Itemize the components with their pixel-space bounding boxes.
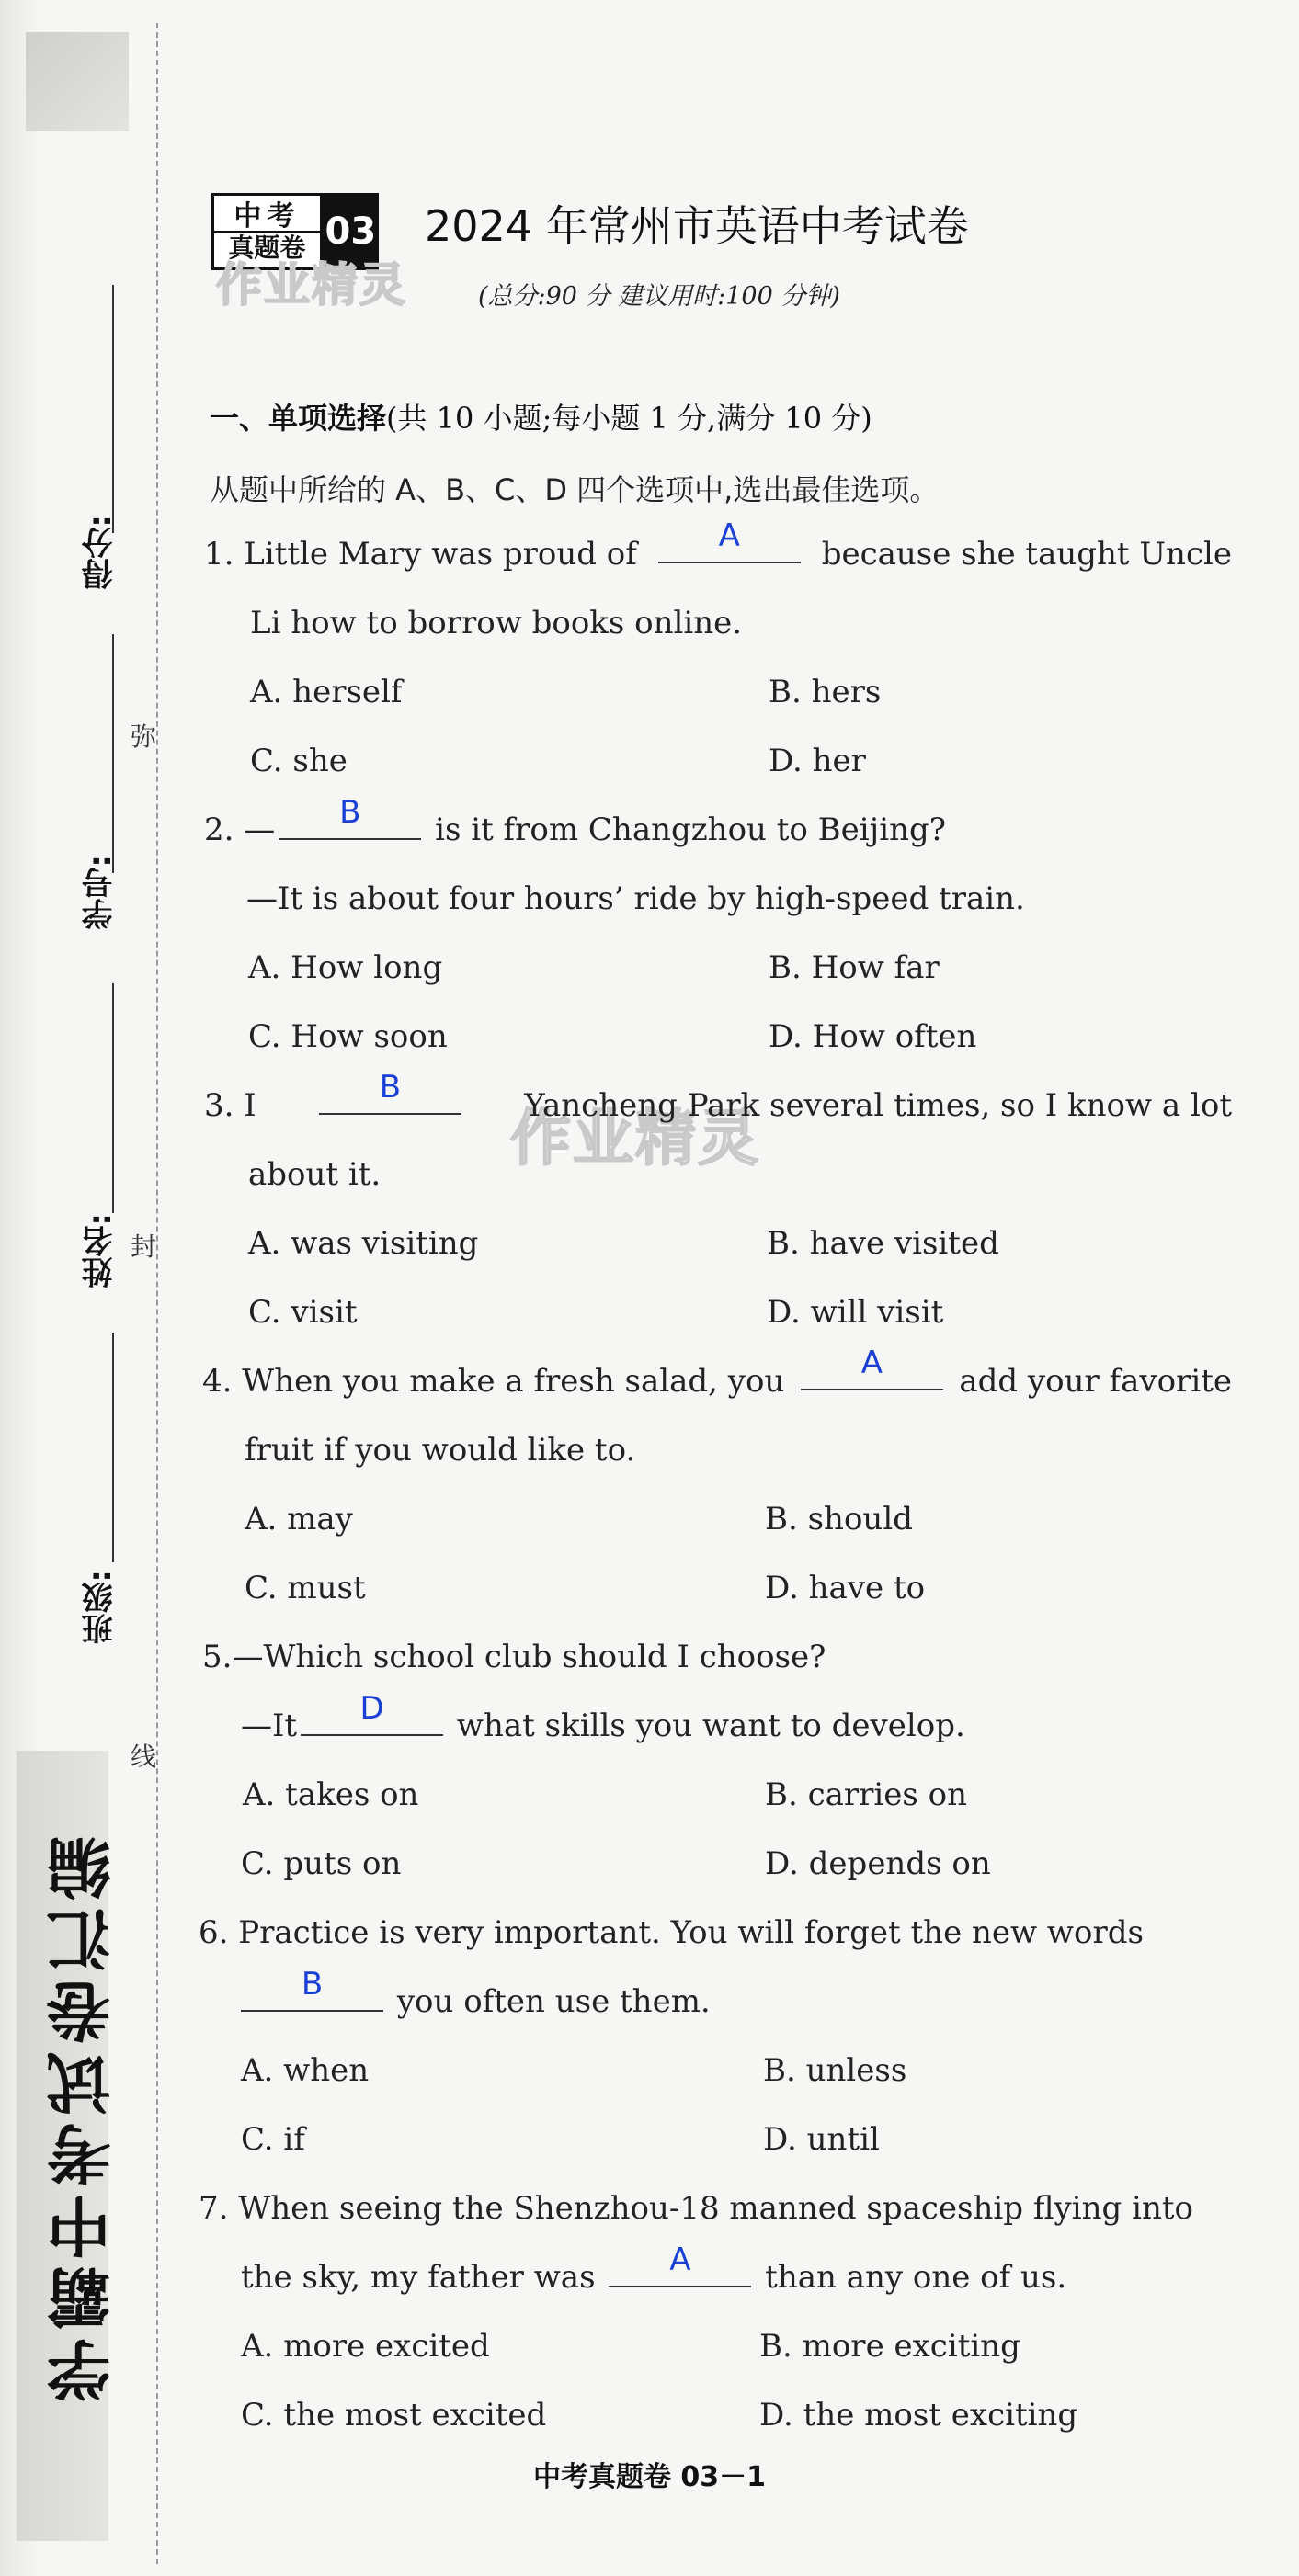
- question-5: 5.—Which school club should I choose?: [202, 1639, 826, 1675]
- q1-stem-end: because she taught Uncle: [821, 536, 1232, 573]
- q5-option-b: B. carries on: [765, 1776, 968, 1813]
- q5-option-c: C. puts on: [241, 1845, 402, 1882]
- watermark: 作业精灵: [510, 1103, 760, 1174]
- q1-option-b: B. hers: [769, 674, 882, 710]
- student-id-label: 学号:: [82, 855, 119, 930]
- q3-blank: [319, 1069, 461, 1115]
- score-label: 得分:: [82, 515, 119, 590]
- q7-option-b: B. more exciting: [759, 2328, 1020, 2365]
- q7-stem: 7. When seeing the Shenzhou-18 manned spaceship flying into: [199, 2190, 1193, 2227]
- section-heading: [210, 395, 872, 437]
- student-id-line: [112, 634, 114, 873]
- q4-answer: A: [860, 1345, 883, 1381]
- q6-option-b: B. unless: [763, 2052, 907, 2089]
- class-label: 班级:: [82, 1570, 119, 1645]
- q3-option-a: A. was visiting: [248, 1225, 479, 1262]
- page-title: 2024 年常州市英语中考试卷: [425, 201, 969, 251]
- q7-option-a: A. more excited: [241, 2328, 490, 2365]
- q1-option-d: D. her: [769, 743, 866, 779]
- instruction: 从题中所给的 A、B、C、D 四个选项中,选出最佳选项。: [210, 472, 940, 507]
- binding-cut-line: [156, 23, 158, 2564]
- page-footer: 中考真题卷 03－1: [532, 2461, 767, 2493]
- q2-answer: B: [339, 794, 361, 831]
- q6-answer: B: [301, 1966, 324, 2003]
- q1-option-a: A. herself: [250, 674, 403, 710]
- question-6: [199, 1914, 1232, 1951]
- q2-option-d: D. How often: [769, 1018, 977, 1055]
- question-7: [199, 2190, 1232, 2227]
- watermark: 作业精灵: [216, 258, 407, 312]
- cut-mark-mi: 弥: [131, 721, 157, 752]
- q3-option-b: B. have visited: [767, 1225, 999, 1262]
- q4-continuation: fruit if you would like to.: [245, 1432, 636, 1469]
- q7-answer: A: [669, 2241, 691, 2278]
- q5-continuation: —It D what skills you want to develop.: [241, 1690, 965, 1744]
- q3-stem-start: 3. I: [204, 1087, 256, 1124]
- q2-option-b: B. How far: [769, 949, 940, 986]
- section-points: (共 10 小题;每小题 1 分,满分 10 分): [386, 401, 872, 436]
- badge-number: 03: [323, 193, 379, 270]
- q7-blank: [609, 2241, 751, 2287]
- question-1: [204, 517, 1232, 573]
- q4-option-d: D. have to: [765, 1570, 926, 1606]
- q5-option-d: D. depends on: [765, 1845, 991, 1882]
- q6-continuation: B you often use them.: [241, 1983, 711, 2020]
- class-line: [112, 1333, 114, 1562]
- q7-option-c: C. the most excited: [241, 2397, 547, 2434]
- q2-option-c: C. How soon: [248, 1018, 448, 1055]
- q4-option-b: B. should: [765, 1501, 913, 1538]
- q1-blank: [658, 517, 801, 563]
- q3-option-c: C. visit: [248, 1294, 358, 1331]
- corner-tab: [26, 32, 129, 131]
- q3-answer: B: [379, 1069, 402, 1106]
- q6-blank: [241, 1966, 383, 2012]
- cut-mark-feng: 封: [131, 1231, 157, 1262]
- q2-blank: [279, 794, 421, 840]
- q7-option-d: D. the most exciting: [759, 2397, 1078, 2434]
- name-label: 姓名:: [82, 1213, 119, 1288]
- q5-option-a: A. takes on: [243, 1776, 419, 1813]
- q5-answer: D: [359, 1690, 384, 1727]
- q4-stem-end: add your favorite: [959, 1363, 1232, 1400]
- q3-continuation: about it.: [248, 1156, 382, 1193]
- q3-option-d: D. will visit: [767, 1294, 944, 1331]
- q1-stem-start: 1. Little Mary was proud of: [204, 536, 637, 573]
- badge-bottom: 真题卷: [214, 231, 320, 261]
- q6-stem: 6. Practice is very important. You will forget the new words: [199, 1914, 1144, 1951]
- q2-continuation: —It is about four hours’ ride by high-speed train.: [246, 880, 1025, 917]
- q4-stem-start: 4. When you make a fresh salad, you: [202, 1363, 785, 1400]
- exam-info: (总分:90 分 建议用时:100 分钟): [478, 282, 840, 311]
- q4-option-c: C. must: [245, 1570, 366, 1606]
- q2-option-a: A. How long: [248, 949, 443, 986]
- q1-continuation: Li how to borrow books online.: [250, 605, 743, 641]
- cut-mark-xian: 线: [131, 1742, 157, 1772]
- section-title: 一、单项选择: [210, 401, 387, 436]
- q7-continuation: the sky, my father was A than any one of us.: [241, 2241, 1067, 2296]
- series-title: 学霸中考试卷汇编: [45, 1829, 121, 2402]
- q4-option-a: A. may: [245, 1501, 353, 1538]
- q1-answer: A: [718, 517, 740, 554]
- q4-blank: [801, 1345, 943, 1390]
- question-3: [204, 1069, 1232, 1124]
- q5-blank: [301, 1690, 443, 1736]
- q3-stem-end: Yancheng Park several times, so I know a lot: [524, 1087, 1232, 1124]
- badge-top: 中考: [234, 199, 301, 233]
- name-line: [112, 983, 114, 1213]
- q1-option-c: C. she: [250, 743, 348, 779]
- q6-option-c: C. if: [241, 2121, 305, 2158]
- q6-option-d: D. until: [763, 2121, 880, 2158]
- q6-option-a: A. when: [241, 2052, 370, 2089]
- score-line: [112, 285, 114, 533]
- question-4: [202, 1345, 1232, 1400]
- question-2: 2. — B is it from Changzhou to Beijing?: [204, 794, 946, 848]
